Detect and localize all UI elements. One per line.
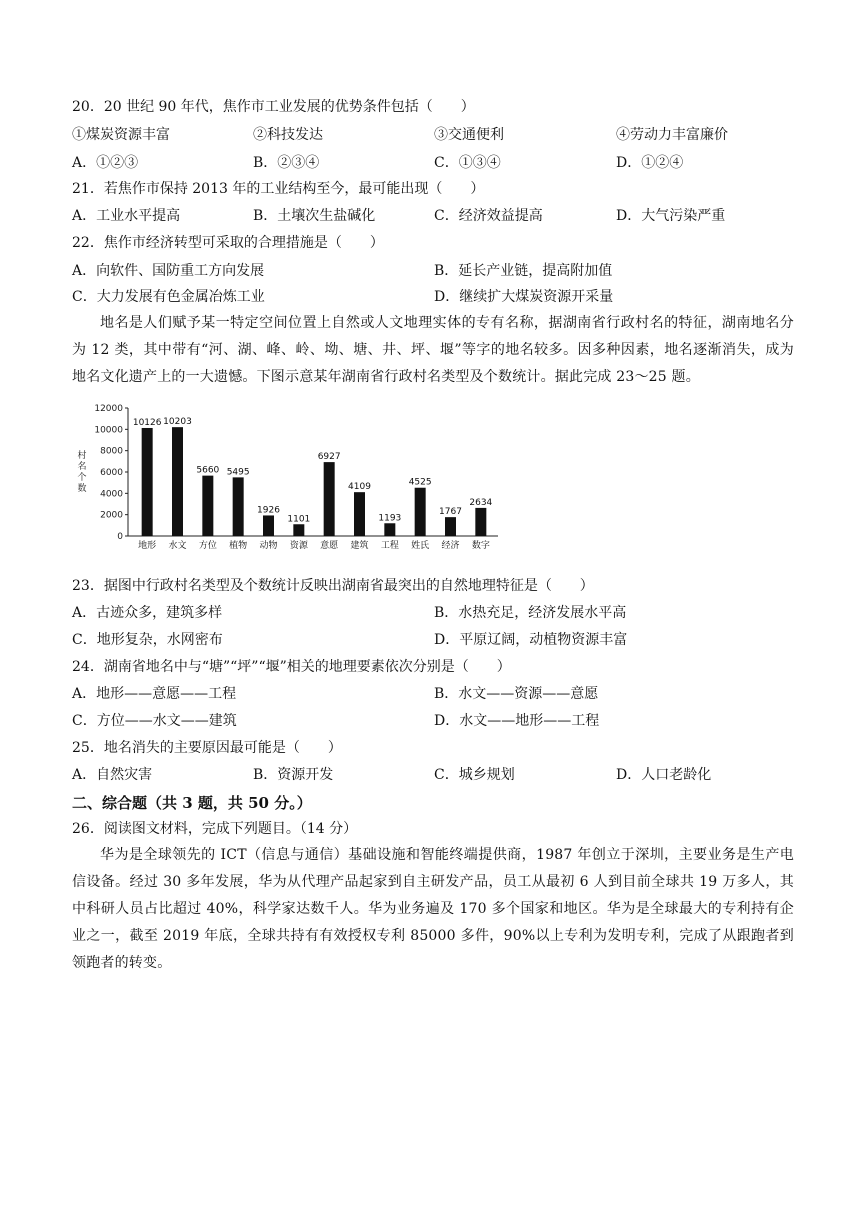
data-label: 5495 [226, 467, 250, 478]
q25-option-d[interactable]: D．人口老龄化 [616, 767, 712, 783]
q22-stem: 22．焦作市经济转型可采取的合理措施是（ ） [72, 235, 384, 251]
q20-option-a[interactable]: A．①②③ [72, 155, 139, 171]
q20-item-1: ①煤炭资源丰富 [72, 127, 170, 143]
q25-option-a[interactable]: A．自然灾害 [72, 767, 153, 783]
data-label: 5660 [196, 465, 220, 476]
section-heading: 二、综合题（共 3 题，共 50 分。） [72, 794, 312, 812]
bar-植物 [233, 477, 244, 536]
bar-方位 [202, 476, 213, 536]
category-label: 方位 [198, 541, 217, 551]
bar-数字 [475, 508, 486, 536]
q20-item-4: ④劳动力丰富廉价 [616, 127, 728, 143]
data-label: 1193 [378, 513, 402, 524]
data-label: 1767 [439, 507, 462, 518]
bar-水文 [172, 427, 183, 536]
bar-动物 [263, 515, 274, 536]
data-label: 4109 [348, 482, 371, 493]
bar-工程 [384, 523, 395, 536]
y-axis-label: 名 [77, 462, 87, 472]
category-label: 水文 [168, 541, 187, 551]
q23-option-d[interactable]: D．平原辽阔，动植物资源丰富 [434, 632, 628, 648]
q20-option-c[interactable]: C．①③④ [434, 155, 501, 171]
data-label: 1101 [287, 514, 311, 525]
category-label: 工程 [380, 541, 399, 551]
data-label: 4525 [408, 477, 432, 488]
category-label: 动物 [259, 541, 278, 551]
y-axis-label: 数 [77, 484, 87, 494]
q20-stem: 20．20 世纪 90 年代，焦作市工业发展的优势条件包括（ ） [72, 99, 475, 115]
q25-option-c[interactable]: C．城乡规划 [434, 767, 515, 783]
q22-option-c[interactable]: C．大力发展有色金属冶炼工业 [72, 289, 265, 305]
category-label: 地形 [138, 541, 157, 551]
place-names-passage: 地名是人们赋予某一特定空间位置上自然或人文地理实体的专有名称，据湖南省行政村名的特征，湖南地名分为 12 类，其中带有“河、湖、峰、岭、坳、塘、井、坪、堰”等字的地名较多。因多种因素，地名逐渐消失，成为地名文化遗产上的一大遗憾。下图示意某年湖南省行政村名类型及个数统计。据此完成 23～25 题。 [72, 315, 794, 385]
bar-地形 [142, 428, 153, 536]
y-axis-label: 村 [77, 451, 87, 461]
data-label: 2634 [469, 497, 493, 508]
y-axis-label: 个 [77, 473, 87, 483]
q22-option-b[interactable]: B．延长产业链，提高附加值 [434, 263, 613, 279]
category-label: 意愿 [320, 541, 339, 551]
q21-option-a[interactable]: A．工业水平提高 [72, 208, 181, 224]
q23-option-c[interactable]: C．地形复杂，水网密布 [72, 632, 223, 648]
y-tick-label: 10000 [94, 425, 123, 436]
q23-option-b[interactable]: B．水热充足，经济发展水平高 [434, 605, 627, 621]
q25-option-b[interactable]: B．资源开发 [253, 767, 334, 783]
q22-option-a[interactable]: A．向软件、国防重工方向发展 [72, 263, 265, 279]
q26-passage: 华为是全球领先的 ICT（信息与通信）基础设施和智能终端提供商，1987 年创立于深圳，主要业务是生产电信设备。经过 30 多年发展，华为从代理产品起家到自主研发产品，员工从最初 6 人到目前全球共 19 万多人，其中科研人员占比超过 40%，科学家达数千人。华为业务遍及 170 多个国家和地区。华为是全球最大的专利持有企业之一，截至 2019 年底，全球共持有有效授权专利 85000 多件，90%以上专利为发明专利，完成了从跟跑者到领跑者的转变。 [72, 847, 794, 971]
q24-option-d[interactable]: D．水文——地形——工程 [434, 713, 600, 729]
bar-意愿 [324, 462, 335, 536]
data-label: 10203 [163, 417, 192, 428]
data-label: 6927 [317, 452, 341, 463]
category-label: 数字 [471, 541, 490, 551]
q23-stem: 23．据图中行政村名类型及个数统计反映出湖南省最突出的自然地理特征是（ ） [72, 578, 594, 594]
q21-option-d[interactable]: D．大气污染严重 [616, 208, 726, 224]
q21-stem: 21．若焦作市保持 2013 年的工业结构至今，最可能出现（ ） [72, 181, 485, 197]
q23-option-a[interactable]: A．古迹众多，建筑多样 [72, 605, 223, 621]
q24-option-a[interactable]: A．地形——意愿——工程 [72, 686, 237, 702]
q20-option-b[interactable]: B．②③④ [253, 155, 320, 171]
q20-item-3: ③交通便利 [434, 127, 504, 143]
bar-资源 [293, 524, 304, 536]
place-name-bar-chart [68, 398, 508, 558]
y-tick-label: 4000 [100, 489, 123, 500]
y-tick-label: 6000 [100, 468, 123, 478]
bar-姓氏 [415, 488, 426, 536]
category-label: 姓氏 [411, 541, 430, 551]
category-label: 经济 [441, 541, 460, 551]
category-label: 资源 [289, 541, 308, 551]
bar-经济 [445, 517, 456, 536]
q21-option-c[interactable]: C．经济效益提高 [434, 208, 543, 224]
data-label: 10126 [132, 417, 162, 428]
data-label: 1926 [257, 505, 280, 516]
q24-stem: 24．湖南省地名中与“塘”“坪”“堰”相关的地理要素依次分别是（ ） [72, 659, 511, 675]
q25-stem: 25．地名消失的主要原因最可能是（ ） [72, 740, 342, 756]
q22-option-d[interactable]: D．继续扩大煤炭资源开采量 [434, 289, 614, 305]
y-tick-label: 8000 [100, 446, 123, 457]
q20-option-d[interactable]: D．①②④ [616, 155, 684, 171]
category-label: 植物 [229, 541, 248, 551]
q24-option-b[interactable]: B．水文——资源——意愿 [434, 686, 599, 702]
y-tick-label: 12000 [94, 404, 123, 414]
q26-stem: 26．阅读图文材料，完成下列题目。（14 分） [72, 821, 358, 837]
y-tick-label: 0 [117, 532, 123, 542]
category-label: 建筑 [350, 541, 369, 551]
y-tick-label: 2000 [100, 510, 123, 521]
q20-item-2: ②科技发达 [253, 127, 323, 143]
q24-option-c[interactable]: C．方位——水文——建筑 [72, 713, 237, 729]
q21-option-b[interactable]: B．土壤次生盐碱化 [253, 208, 376, 224]
bar-建筑 [354, 492, 365, 536]
